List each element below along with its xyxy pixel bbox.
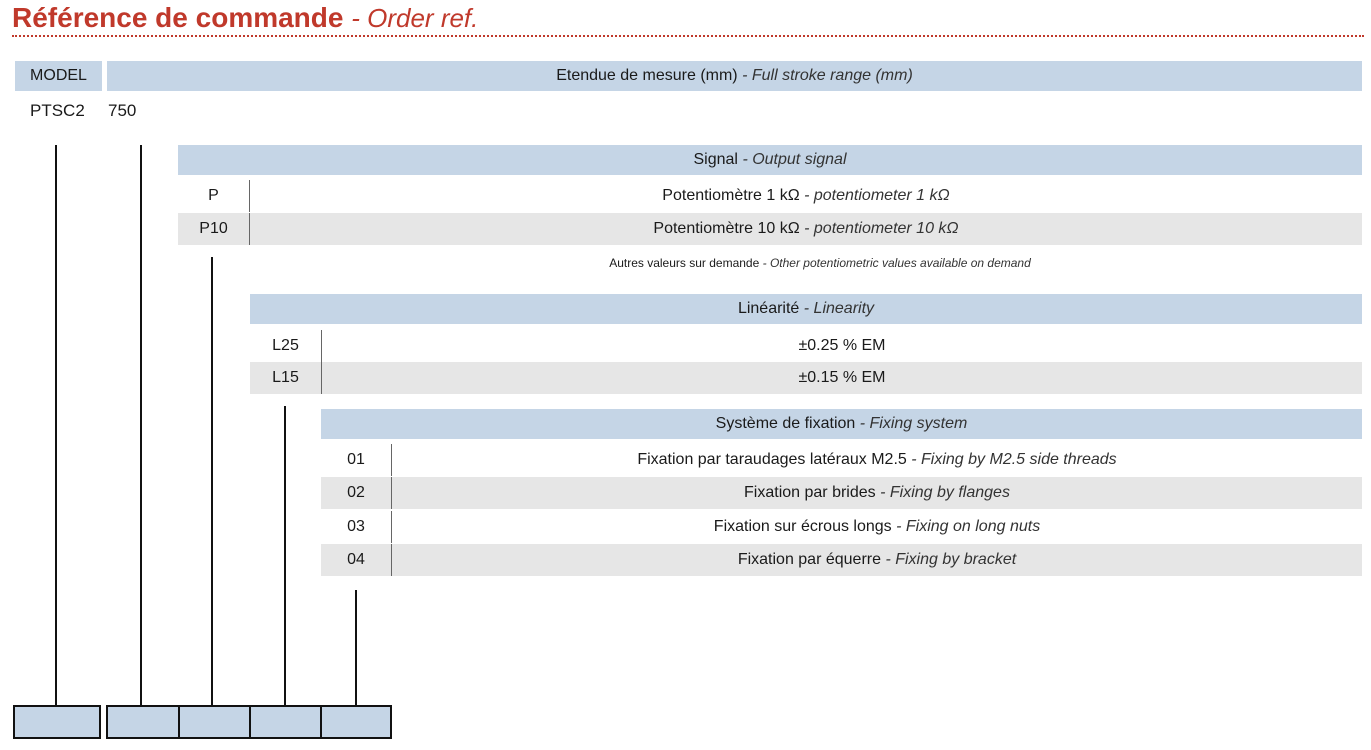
fixing-header-en: - Fixing system [859,415,968,432]
fixing-row [321,511,1362,543]
signal-desc-en: - potentiometer 1 kΩ [804,187,950,204]
connector-line-fixing [355,590,357,707]
signal-note [450,256,1190,270]
fixing-desc [392,484,1362,502]
connector-line-signal [211,257,213,707]
signal-desc [250,220,1362,238]
connector-line-model [55,145,57,707]
fixing-code: 01 [321,444,392,476]
fixing-row [321,444,1362,476]
signal-header-en: - Output signal [742,151,847,168]
linearity-row [250,330,1362,362]
connector-line-linearity [284,406,286,707]
fixing-desc-fr: Fixation sur écrous longs [713,518,892,535]
title-fr: Référence de commande [12,2,344,33]
linearity-value: ±0.15 % EM [798,369,886,386]
fixing-header [321,409,1362,439]
connector-line-stroke [140,145,142,707]
signal-note-fr: Autres valeurs sur demande [609,256,760,270]
model-header [15,61,102,91]
linearity-value: ±0.25 % EM [798,337,886,354]
linearity-row [250,362,1362,394]
signal-note-en: - Other potentiometric values available on demand [762,256,1031,270]
signal-desc [250,187,1362,205]
order-box-model[interactable] [13,705,101,739]
signal-desc-en: - potentiometer 10 kΩ [804,220,959,237]
signal-header-fr: Signal [693,151,738,168]
linearity-code: L15 [250,362,322,394]
fixing-row [321,477,1362,509]
fixing-desc-en: - Fixing on long nuts [896,518,1041,535]
signal-header [178,145,1362,175]
fixing-desc-en: - Fixing by bracket [885,551,1017,568]
order-box-stroke[interactable] [106,705,180,739]
fixing-code: 03 [321,511,392,543]
linearity-header [250,294,1362,324]
signal-code: P [178,180,250,212]
signal-row [178,180,1362,212]
fixing-code: 02 [321,477,392,509]
fixing-header-fr: Système de fixation [715,415,856,432]
stroke-header-en: - Full stroke range (mm) [742,67,913,84]
fixing-desc-en: - Fixing by flanges [880,484,1010,501]
order-box-signal[interactable] [178,705,251,739]
signal-row [178,213,1362,245]
stroke-value: 750 [108,101,137,120]
title-en: - Order ref. [351,3,479,33]
signal-desc-fr: Potentiomètre 1 kΩ [662,187,800,204]
linearity-header-en: - Linearity [803,300,875,317]
fixing-desc [392,451,1362,469]
linearity-code: L25 [250,330,322,362]
page-title [12,0,478,36]
fixing-desc-en: - Fixing by M2.5 side threads [911,451,1117,468]
fixing-row [321,544,1362,576]
fixing-desc [392,551,1362,569]
fixing-desc-fr: Fixation par taraudages latéraux M2.5 [637,451,907,468]
signal-desc-fr: Potentiomètre 10 kΩ [653,220,800,237]
linearity-header-fr: Linéarité [737,300,800,317]
fixing-code: 04 [321,544,392,576]
order-box-linearity[interactable] [249,705,322,739]
model-header-label: MODEL [30,67,87,84]
stroke-header-fr: Etendue de mesure (mm) [556,67,738,84]
fixing-desc-fr: Fixation par brides [744,484,876,501]
title-underline [12,35,1364,37]
signal-code: P10 [178,213,250,245]
fixing-desc [392,518,1362,536]
stroke-header [107,61,1362,91]
order-box-fixing[interactable] [320,705,392,739]
fixing-desc-fr: Fixation par équerre [737,551,881,568]
model-value: PTSC2 [30,101,85,120]
